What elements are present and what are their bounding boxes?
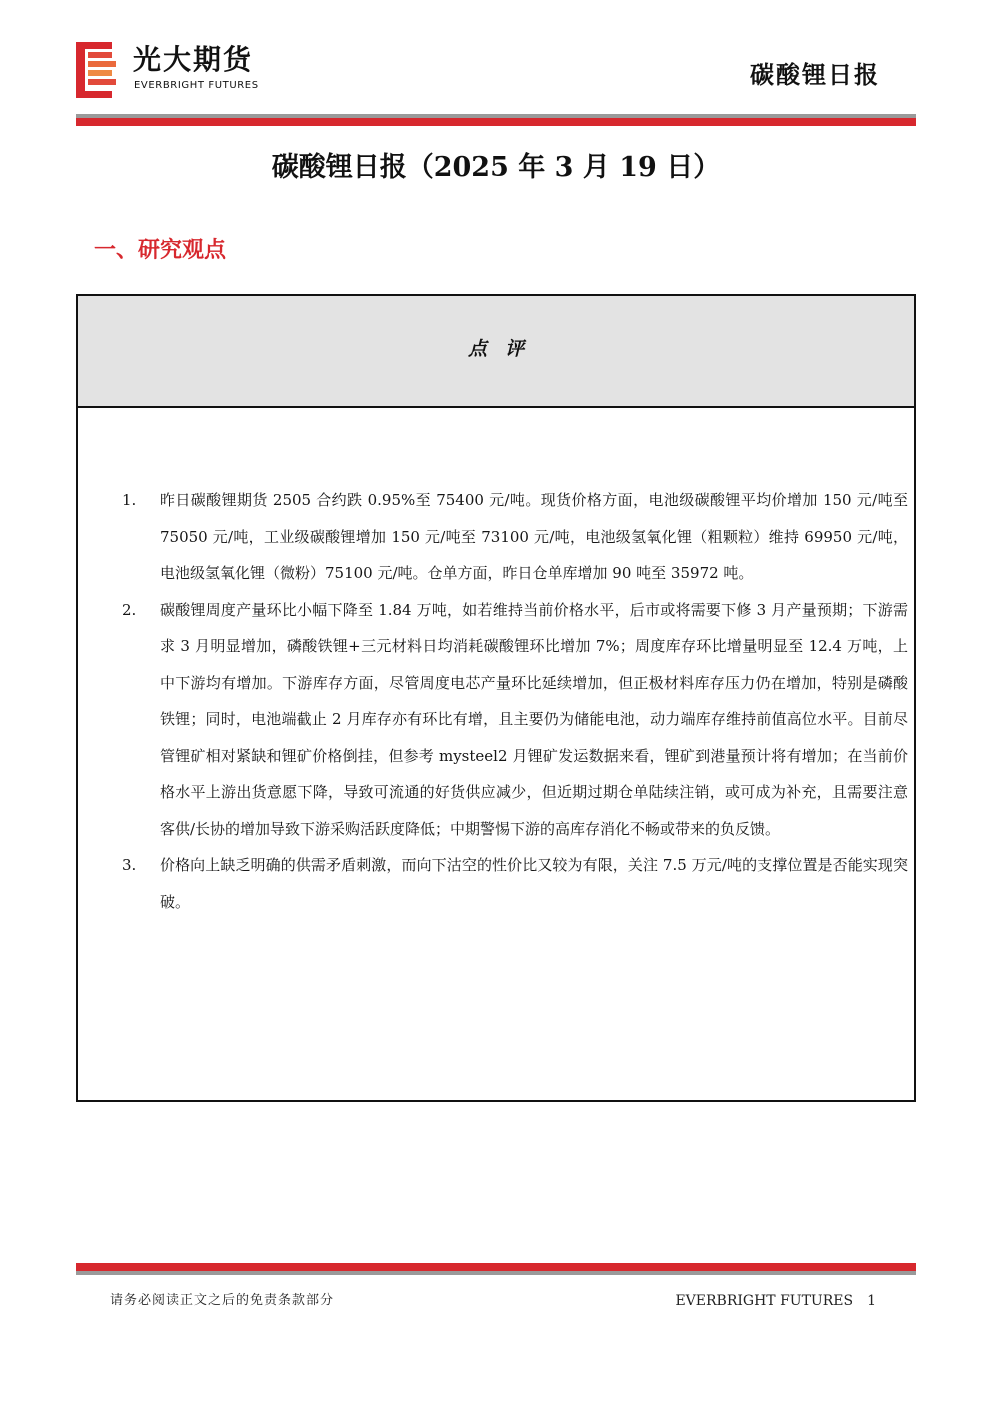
- comment-point: [122, 482, 908, 592]
- page-number: 1: [867, 1293, 876, 1309]
- comment-point: [122, 592, 908, 848]
- brand-name-cn: 光大期货: [133, 43, 254, 76]
- section-heading: 一、研究观点: [94, 238, 227, 263]
- point-number: 3.: [122, 856, 137, 874]
- footer-company-page: [675, 1292, 876, 1310]
- footer-disclaimer: 请务必阅读正文之后的免责条款部分: [110, 1293, 335, 1308]
- point-text: 碳酸锂周度产量环比小幅下降至 1.84 万吨，如若维持当前价格水平，后市或将需要下修 3 月产量预期；下游需求 3 月明显增加，磷酸铁锂+三元材料日均消耗碳酸锂环比增加 7%；周度库存环比增量明显至 12.4 万吨，上中下游均有增加。下游库存方面，尽管周度电芯产量环比延续增加，但正极材料库存压力仍在增加，特别是磷酸铁锂；同时，电池端截止 2 月库存亦有环比有增，且主要仍为储能电池，动力端库存维持前值高位水平。目前尽管锂矿相对紧缺和锂矿价格倒挂，但参考 mysteel2 月锂矿发运数据来看，锂矿到港量预计将有增加；在当前价格水平上游出货意愿下降，导致可流通的好货供应减少，但近期过期仓单陆续注销，或可成为补充，且需要注意客供/长协的增加导致下游采购活跃度降低；中期警惕下游的高库存消化不畅或带来的负反馈。: [160, 600, 908, 838]
- point-text: 昨日碳酸锂期货 2505 合约跌 0.95%至 75400 元/吨。现货价格方面，电池级碳酸锂平均价增加 150 元/吨至 75050 元/吨，工业级碳酸锂增加 150 元/吨至 73100 元/吨，电池级氢氧化锂（粗颗粒）维持 69950 元/吨，电池级氢氧化锂（微粉）75100 元/吨。仓单方面，昨日仓单库增加 90 吨至 35972 吨。: [160, 491, 908, 582]
- header-divider-red: [76, 118, 916, 126]
- footer-divider-gray: [76, 1271, 916, 1275]
- comment-points-list: [122, 482, 908, 920]
- everbright-futures-logo-icon: [76, 42, 116, 98]
- report-tag: 碳酸锂日报: [750, 61, 880, 89]
- footer-divider-red: [76, 1263, 916, 1271]
- comment-box: [76, 294, 916, 1102]
- comment-box-header: [78, 296, 914, 408]
- footer-company: EVERBRIGHT FUTURES: [675, 1293, 854, 1309]
- point-number: 2.: [122, 600, 137, 619]
- brand-name-en: EVERBRIGHT FUTURES: [134, 80, 259, 91]
- comment-point: [122, 847, 908, 920]
- comment-box-title: 点评: [467, 338, 542, 360]
- document-title: 碳酸锂日报（2025 年 3 月 19 日）: [271, 152, 721, 183]
- page-header: [0, 0, 992, 130]
- point-number: 1.: [122, 491, 137, 509]
- point-text: 价格向上缺乏明确的供需矛盾刺激，而向下沽空的性价比又较为有限，关注 7.5 万元/吨的支撑位置是否能实现突破。: [160, 856, 908, 911]
